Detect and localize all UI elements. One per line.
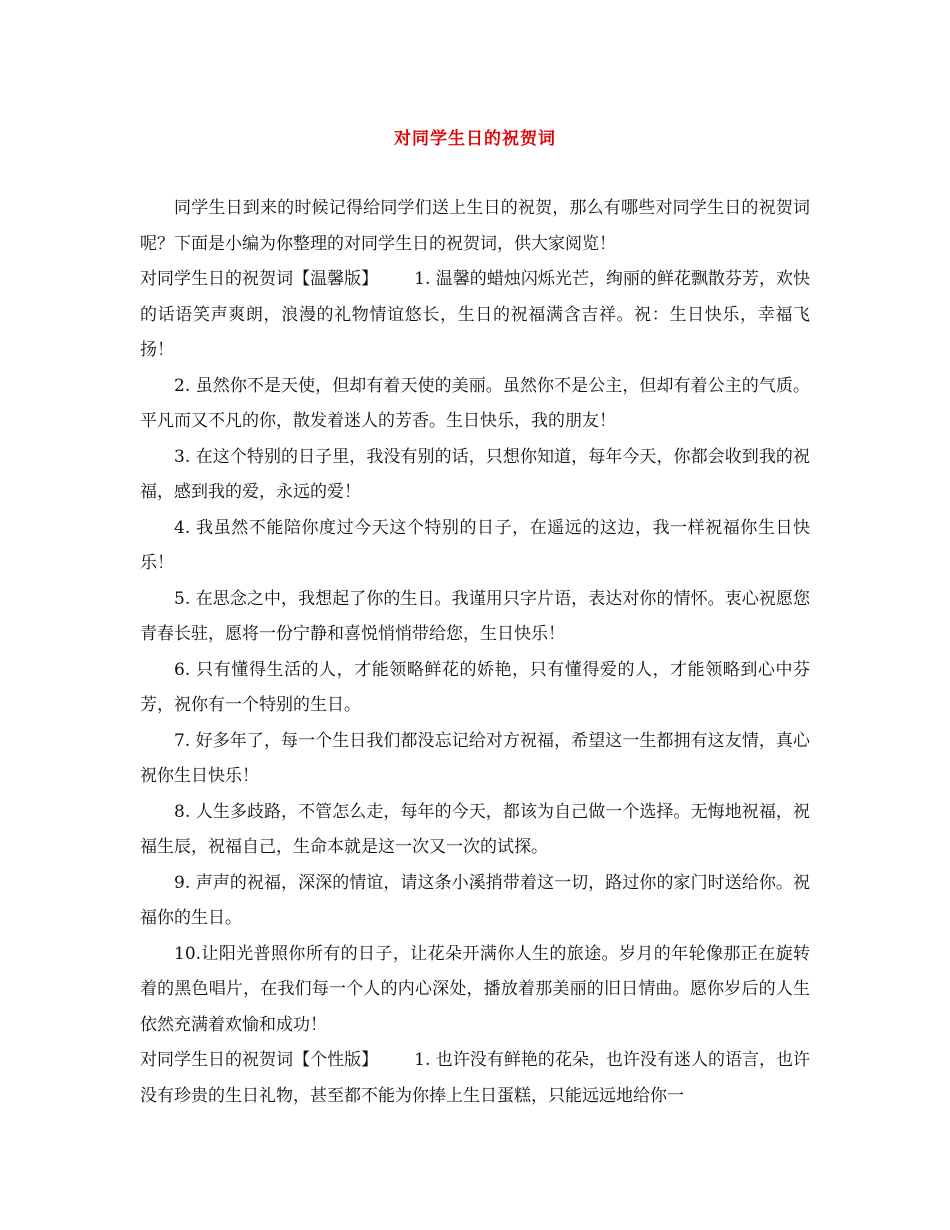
section-personal xyxy=(140,1043,810,1114)
list-item: 5. 在思念之中，我想起了你的生日。我谨用只字片语，表达对你的情怀。衷心祝愿您青春长驻，愿将一份宁静和喜悦悄悄带给您，生日快乐！ xyxy=(140,588,810,644)
list-item: 7. 好多年了，每一个生日我们都没忘记给对方祝福，希望这一生都拥有这友情，真心祝你生日快乐！ xyxy=(140,730,810,786)
intro-paragraph: 同学生日到来的时候记得给同学们送上生日的祝贺，那么有哪些对同学生日的祝贺词呢？下面是小编为你整理的对同学生日的祝贺词，供大家阅览！ xyxy=(140,198,810,254)
list-item: 9. 声声的祝福，深深的情谊，请这条小溪捎带着这一切，路过你的家门时送给你。祝福你的生日。 xyxy=(140,872,810,928)
section-heading: 对同学生日的祝贺词【个性版】 xyxy=(140,1050,379,1070)
list-item: 1. 温馨的蜡烛闪烁光芒，绚丽的鲜花飘散芬芳，欢快的话语笑声爽朗，浪漫的礼物情谊悠长，生日的祝福满含吉祥。祝：生日快乐，幸福飞扬！ xyxy=(140,269,811,360)
section-heading: 对同学生日的祝贺词【温馨版】 xyxy=(140,269,379,289)
list-item: 10.让阳光普照你所有的日子，让花朵开满你人生的旅途。岁月的年轮像那正在旋转着的黑色唱片，在我们每一个人的内心深处，播放着那美丽的旧日情曲。愿你岁后的人生依然充满着欢愉和成功！ xyxy=(140,943,810,1035)
list-item: 8. 人生多歧路，不管怎么走，每年的今天，都该为自己做一个选择。无悔地祝福，祝福生辰，祝福自己，生命本就是这一次又一次的试探。 xyxy=(140,801,810,857)
list-item: 3. 在这个特别的日子里，我没有别的话，只想你知道，每年今天，你都会收到我的祝福，感到我的爱，永远的爱！ xyxy=(140,446,810,502)
list-item: 6. 只有懂得生活的人，才能领略鲜花的娇艳，只有懂得爱的人，才能领略到心中芬芳，祝你有一个特别的生日。 xyxy=(140,659,810,715)
document-title: 对同学生日的祝贺词 xyxy=(394,129,556,149)
section-warm xyxy=(140,262,810,369)
list-item: 1. 也许没有鲜艳的花朵，也许没有迷人的语言，也许没有珍贵的生日礼物，甚至都不能为你捧上生日蛋糕，只能远远地给你一 xyxy=(140,1050,811,1106)
list-item: 4. 我虽然不能陪你度过今天这个特别的日子，在遥远的这边，我一样祝福你生日快乐！ xyxy=(140,517,810,573)
list-item: 2. 虽然你不是天使，但却有着天使的美丽。虽然你不是公主，但却有着公主的气质。平凡而又不凡的你，散发着迷人的芳香。生日快乐，我的朋友！ xyxy=(140,375,810,431)
document-body xyxy=(140,191,810,1114)
